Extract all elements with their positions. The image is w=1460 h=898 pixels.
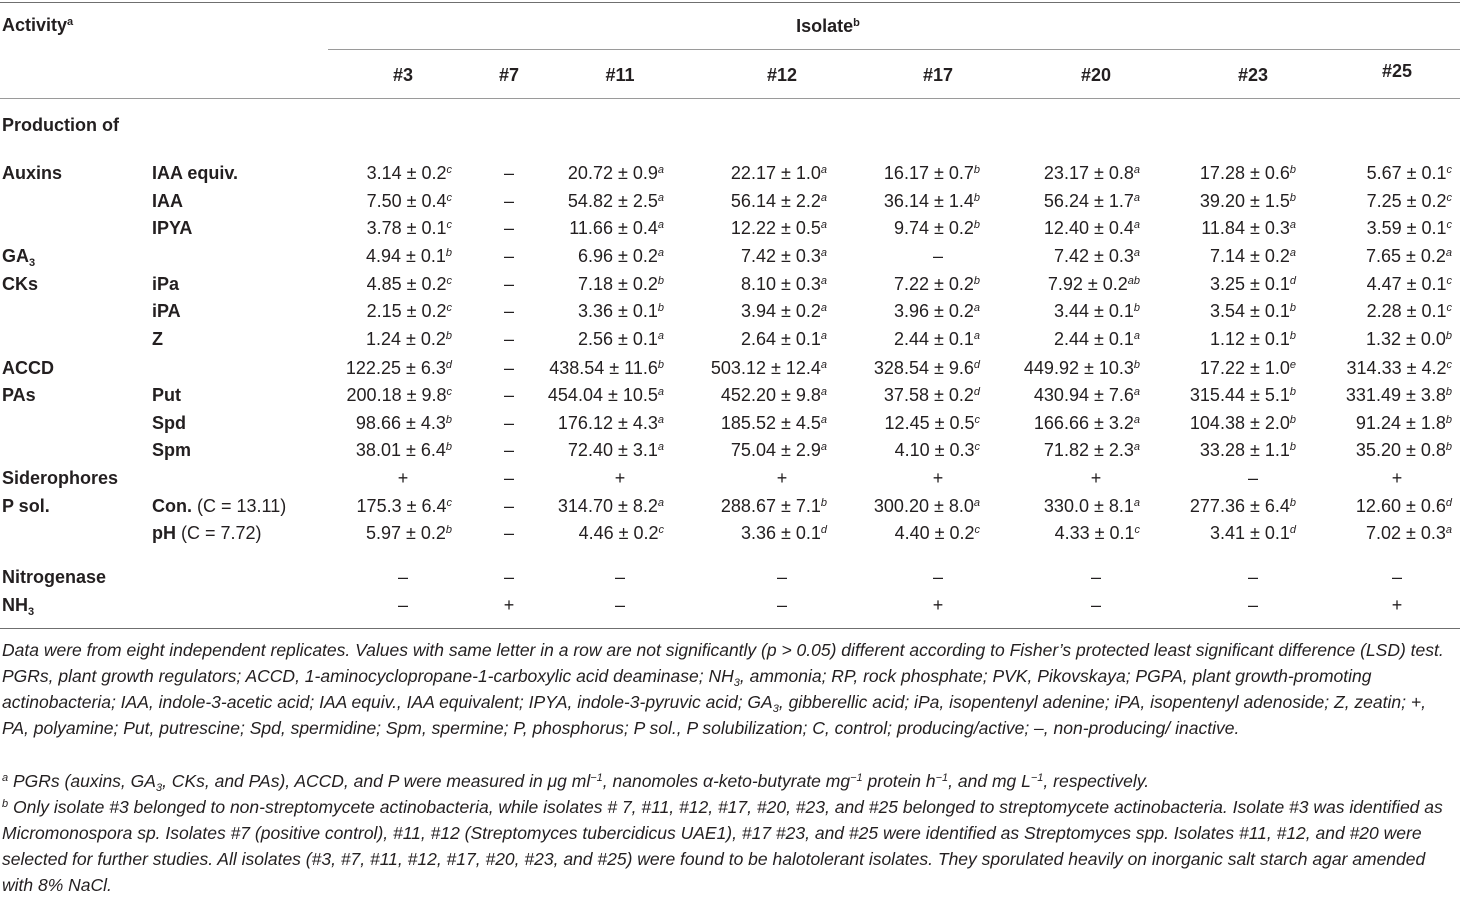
row-group-label: Nitrogenase bbox=[2, 567, 107, 587]
table-cell: 91.24 ± 1.8$^b$ bbox=[1355, 413, 1452, 433]
table-cell: 166.66 ± 3.2$^a$ bbox=[1033, 413, 1140, 433]
table-cell: – bbox=[1391, 567, 1403, 587]
table-cell: 175.3 ± 6.4$^c$ bbox=[356, 496, 452, 516]
table-cell: – bbox=[503, 358, 515, 378]
table-cell: – bbox=[503, 301, 515, 321]
table-cell: 7.42 ± 0.3$^a$ bbox=[740, 246, 827, 266]
table-cell: 16.17 ± 0.7$^b$ bbox=[883, 163, 980, 183]
table-cell: 3.59 ± 0.1$^c$ bbox=[1366, 218, 1452, 238]
table-cell: + bbox=[1090, 468, 1102, 488]
table-cell: 2.28 ± 0.1$^c$ bbox=[1366, 301, 1452, 321]
table-cell: 7.65 ± 0.2$^a$ bbox=[1365, 246, 1452, 266]
table-cell: 20.72 ± 0.9$^a$ bbox=[567, 163, 664, 183]
column-header: #11 bbox=[605, 65, 635, 85]
table-cell: – bbox=[614, 595, 626, 615]
table-cell: – bbox=[397, 595, 409, 615]
row-sub-label: iPA bbox=[152, 301, 181, 321]
table-cell: 98.66 ± 4.3$^b$ bbox=[355, 413, 452, 433]
table-cell: – bbox=[503, 440, 515, 460]
table-cell: 8.10 ± 0.3$^a$ bbox=[740, 274, 827, 294]
table-cell: 39.20 ± 1.5$^b$ bbox=[1199, 191, 1296, 211]
table-cell: 454.04 ± 10.5$^a$ bbox=[547, 385, 664, 405]
footnote-a-exp2: −1 bbox=[850, 772, 863, 784]
table-cell: – bbox=[503, 246, 515, 266]
row-sub-label: iPa bbox=[152, 274, 180, 294]
table-cell: 3.96 ± 0.2$^a$ bbox=[893, 301, 980, 321]
column-header: #3 bbox=[392, 65, 414, 85]
row-group-label: ACCD bbox=[2, 358, 54, 378]
table-cell: + bbox=[932, 595, 944, 615]
row-group-label: Auxins bbox=[2, 163, 63, 183]
footnote-a-exp1: −1 bbox=[590, 772, 603, 784]
isolate-underline-rule bbox=[328, 49, 1460, 50]
table-cell: 7.18 ± 0.2$^b$ bbox=[577, 274, 664, 294]
row-group-label: CKs bbox=[2, 274, 39, 294]
table-cell: – bbox=[932, 567, 944, 587]
table-cell: + bbox=[397, 468, 409, 488]
table-cell: – bbox=[1247, 595, 1259, 615]
table-cell: – bbox=[503, 274, 515, 294]
row-sub-label: Put bbox=[152, 385, 181, 405]
table-cell: 176.12 ± 4.3$^a$ bbox=[557, 413, 664, 433]
header-bottom-rule bbox=[0, 98, 1460, 99]
table-cell: – bbox=[397, 567, 409, 587]
table-cell: 22.17 ± 1.0$^a$ bbox=[730, 163, 827, 183]
activity-header-sup: a bbox=[67, 16, 74, 28]
table-cell: 12.60 ± 0.6$^d$ bbox=[1355, 496, 1452, 516]
table-cell: 3.44 ± 0.1$^b$ bbox=[1053, 301, 1140, 321]
table-cell: 17.28 ± 0.6$^b$ bbox=[1199, 163, 1296, 183]
table-cell: 185.52 ± 4.5$^a$ bbox=[720, 413, 827, 433]
table-cell: 38.01 ± 6.4$^b$ bbox=[355, 440, 452, 460]
table-cell: 11.84 ± 0.3$^a$ bbox=[1201, 218, 1296, 238]
footnote-b-text: Only isolate #3 belonged to non-streptomycete actinobacteria, while isolates # 7, #11, #12, #17, #20, #23, and #25 belonged to streptomycete actinobacteria. Isolate #3 was identified as Micromonospora sp. Isolates #7 (positive control), #11, #12 (Streptomyces tubercidicus UAE1), #17 #23, and #25 were identified as Streptomyces spp. Isolates #11, #12, and #20 were selected for further studies. All isolates (#3, #7, #11, #12, #17, #20, #23, and #25) were found to be halotolerant isolates. They sporulated heavily on inorganic salt starch agar amended with 8% NaCl. bbox=[2, 797, 1443, 895]
table-cell: + bbox=[1391, 468, 1403, 488]
footnote-main-part1: Data were from eight independent replicates. Values with same letter in a row are not significantly (p > 0.05) different according to Fisher’s protected least significant difference (LSD) test. PGRs, plant growth regulators; ACCD, 1-aminocyclopropane-1-carboxylic acid deaminase; NH bbox=[2, 640, 1444, 686]
table-cell: 12.45 ± 0.5$^c$ bbox=[884, 413, 980, 433]
footnote-b bbox=[2, 794, 1452, 898]
isolate-header-sup: b bbox=[853, 17, 860, 29]
table-cell: – bbox=[503, 523, 515, 543]
table-cell: 122.25 ± 6.3$^d$ bbox=[345, 358, 452, 378]
row-group-label: Siderophores bbox=[2, 468, 119, 488]
table-cell: 7.92 ± 0.2$^{ab}$ bbox=[1047, 274, 1140, 294]
column-header: #23 bbox=[1237, 65, 1269, 85]
table-cell: 104.38 ± 2.0$^b$ bbox=[1189, 413, 1296, 433]
table-cell: 2.15 ± 0.2$^c$ bbox=[366, 301, 452, 321]
table-cell: – bbox=[1090, 567, 1102, 587]
table-cell: 71.82 ± 2.3$^a$ bbox=[1043, 440, 1140, 460]
table-cell: 2.44 ± 0.1$^a$ bbox=[893, 329, 980, 349]
footnote-a-text4: protein h bbox=[862, 771, 936, 791]
table-cell: 3.36 ± 0.1$^d$ bbox=[740, 523, 827, 543]
row-sub-label: pH (C = 7.72) bbox=[152, 523, 262, 543]
table-cell: 1.12 ± 0.1$^b$ bbox=[1209, 329, 1296, 349]
table-cell: 277.36 ± 6.4$^b$ bbox=[1189, 496, 1296, 516]
table-cell: 2.44 ± 0.1$^a$ bbox=[1053, 329, 1140, 349]
table-cell: 7.25 ± 0.2$^c$ bbox=[1366, 191, 1452, 211]
table-cell: – bbox=[614, 567, 626, 587]
table-cell: 288.67 ± 7.1$^b$ bbox=[720, 496, 827, 516]
table-cell: 56.14 ± 2.2$^a$ bbox=[730, 191, 827, 211]
table-cell: 1.24 ± 0.2$^b$ bbox=[365, 329, 452, 349]
section-label: Production of bbox=[2, 115, 119, 135]
table-cell: 315.44 ± 5.1$^b$ bbox=[1189, 385, 1296, 405]
table-cell: + bbox=[776, 468, 788, 488]
table-cell: 7.42 ± 0.3$^a$ bbox=[1053, 246, 1140, 266]
footnote-main-sub2: 3 bbox=[772, 703, 779, 715]
table-cell: 3.25 ± 0.1$^d$ bbox=[1209, 274, 1296, 294]
table-cell: – bbox=[503, 496, 515, 516]
footnote-a bbox=[2, 769, 1149, 793]
footnote-a-sub: 3 bbox=[155, 782, 163, 794]
footnote-main-part3: , gibberellic acid; iPa, isopentenyl adenine; iPA, isopentenyl adenoside; Z, zeatin; +, PA, polyamine; Put, putrescine; Spd, spermidine; Spm, spermine; P, phosphorus; P sol., P solubilization; C, control; producing/active; –, non-producing/ inactive. bbox=[2, 692, 1426, 738]
table-cell: 200.18 ± 9.8$^c$ bbox=[346, 385, 452, 405]
table-cell: 452.20 ± 9.8$^a$ bbox=[720, 385, 827, 405]
table-cell: 12.22 ± 0.5$^a$ bbox=[730, 218, 827, 238]
table-cell: – bbox=[503, 218, 515, 238]
isolate-header-label: Isolate bbox=[796, 16, 854, 36]
column-header: #7 bbox=[498, 65, 520, 85]
activity-header bbox=[2, 14, 73, 36]
table-cell: 314.70 ± 8.2$^a$ bbox=[557, 496, 664, 516]
table-cell: 7.14 ± 0.2$^a$ bbox=[1209, 246, 1296, 266]
row-sub-label: IPYA bbox=[152, 218, 193, 238]
table-cell: – bbox=[1247, 567, 1259, 587]
column-header: #20 bbox=[1080, 65, 1112, 85]
table-cell: 11.66 ± 0.4$^a$ bbox=[569, 218, 664, 238]
table-cell: 12.40 ± 0.4$^a$ bbox=[1043, 218, 1140, 238]
table-cell: 330.0 ± 8.1$^a$ bbox=[1043, 496, 1140, 516]
activity-header-label: Activity bbox=[2, 15, 68, 35]
footnote-a-label: a bbox=[2, 772, 9, 784]
footnote-a-text1: PGRs (auxins, GA bbox=[8, 771, 156, 791]
footnote-a-text2: , CKs, and PAs), ACCD, and P were measured in μg ml bbox=[162, 771, 591, 791]
table-cell: 4.85 ± 0.2$^c$ bbox=[366, 274, 452, 294]
table-top-rule bbox=[0, 2, 1460, 3]
footnote-a-text5: , and mg L bbox=[948, 771, 1031, 791]
table-cell: 314.33 ± 4.2$^c$ bbox=[1346, 358, 1452, 378]
table-cell: 7.50 ± 0.4$^c$ bbox=[366, 191, 452, 211]
table-cell: 35.20 ± 0.8$^b$ bbox=[1355, 440, 1452, 460]
table-cell: 72.40 ± 3.1$^a$ bbox=[567, 440, 664, 460]
table-cell: 3.36 ± 0.1$^b$ bbox=[577, 301, 664, 321]
footnote-a-text3: , nanomoles α-keto-butyrate mg bbox=[602, 771, 851, 791]
table-cell: 7.02 ± 0.3$^a$ bbox=[1365, 523, 1452, 543]
row-group-label: $GA_3$ bbox=[2, 246, 36, 269]
footnote-main-sub1: 3 bbox=[733, 677, 740, 689]
table-cell: – bbox=[503, 567, 515, 587]
column-header: #12 bbox=[766, 65, 798, 85]
table-cell: 36.14 ± 1.4$^b$ bbox=[883, 191, 980, 211]
row-sub-label: IAA bbox=[152, 191, 183, 211]
table-cell: 503.12 ± 12.4$^a$ bbox=[710, 358, 827, 378]
table-cell: – bbox=[776, 595, 788, 615]
table-cell: – bbox=[503, 413, 515, 433]
row-sub-label: Con. (C = 13.11) bbox=[152, 496, 287, 516]
table-cell: – bbox=[503, 385, 515, 405]
footnote-a-text6: , respectively. bbox=[1043, 771, 1150, 791]
footnote-a-exp3: −1 bbox=[935, 772, 949, 784]
table-cell: 331.49 ± 3.8$^b$ bbox=[1345, 385, 1452, 405]
table-cell: 56.24 ± 1.7$^a$ bbox=[1043, 191, 1140, 211]
table-cell: – bbox=[503, 163, 515, 183]
table-cell: 23.17 ± 0.8$^a$ bbox=[1043, 163, 1140, 183]
table-cell: 328.54 ± 9.6$^d$ bbox=[873, 358, 980, 378]
table-cell: – bbox=[932, 246, 944, 266]
footnote-b-label: b bbox=[2, 798, 9, 810]
table-cell: 5.67 ± 0.1$^c$ bbox=[1366, 163, 1452, 183]
row-group-label: P sol. bbox=[2, 496, 50, 516]
table-bottom-rule bbox=[0, 628, 1460, 629]
row-sub-label: Spd bbox=[152, 413, 186, 433]
isolate-header bbox=[796, 15, 860, 37]
table-cell: 3.41 ± 0.1$^d$ bbox=[1209, 523, 1296, 543]
table-cell: – bbox=[1247, 468, 1259, 488]
table-cell: – bbox=[503, 329, 515, 349]
table-cell: + bbox=[614, 468, 626, 488]
table-cell: 2.56 ± 0.1$^a$ bbox=[577, 329, 664, 349]
table-cell: 37.58 ± 0.2$^d$ bbox=[883, 385, 980, 405]
table-cell: 3.78 ± 0.1$^c$ bbox=[366, 218, 452, 238]
row-group-label: PAs bbox=[2, 385, 36, 405]
table-cell: 1.32 ± 0.0$^b$ bbox=[1365, 329, 1452, 349]
table-cell: 17.22 ± 1.0$^e$ bbox=[1199, 358, 1296, 378]
footnote-a-exp4: −1 bbox=[1030, 772, 1044, 784]
table-cell: 7.22 ± 0.2$^b$ bbox=[893, 274, 980, 294]
table-cell: – bbox=[503, 191, 515, 211]
table-cell: + bbox=[932, 468, 944, 488]
row-group-label: $NH_3$ bbox=[2, 595, 35, 618]
table-cell: + bbox=[503, 595, 515, 615]
table-cell: 4.40 ± 0.2$^c$ bbox=[894, 523, 980, 543]
table-cell: – bbox=[776, 567, 788, 587]
column-header: #17 bbox=[922, 65, 954, 85]
row-sub-label: Z bbox=[152, 329, 163, 349]
table-cell: 5.97 ± 0.2$^b$ bbox=[365, 523, 452, 543]
table-cell: 449.92 ± 10.3$^b$ bbox=[1023, 358, 1140, 378]
column-header: #25 bbox=[1381, 61, 1413, 81]
table-cell: 9.74 ± 0.2$^b$ bbox=[893, 218, 980, 238]
table-cell: 54.82 ± 2.5$^a$ bbox=[567, 191, 664, 211]
table-cell: + bbox=[1391, 595, 1403, 615]
table-cell: 2.64 ± 0.1$^a$ bbox=[740, 329, 827, 349]
table-cell: – bbox=[503, 468, 515, 488]
table-cell: 3.94 ± 0.2$^a$ bbox=[740, 301, 827, 321]
table-cell: 430.94 ± 7.6$^a$ bbox=[1033, 385, 1140, 405]
table-cell: 4.94 ± 0.1$^b$ bbox=[365, 246, 452, 266]
table-cell: 4.47 ± 0.1$^c$ bbox=[1366, 274, 1452, 294]
table-cell: – bbox=[1090, 595, 1102, 615]
table-cell: 4.10 ± 0.3$^c$ bbox=[894, 440, 980, 460]
table-cell: 33.28 ± 1.1$^b$ bbox=[1199, 440, 1296, 460]
table-cell: 3.14 ± 0.2$^c$ bbox=[366, 163, 452, 183]
table-cell: 300.20 ± 8.0$^a$ bbox=[873, 496, 980, 516]
table-cell: 438.54 ± 11.6$^b$ bbox=[549, 358, 664, 378]
footnote-main-part2: , ammonia; RP, rock phosphate; PVK, Pikovskaya; PGPA, plant growth-promoting actinobacteria; IAA, indole-3-acetic acid; IAA equiv., IAA equivalent; IPYA, indole-3-pyruvic acid; GA bbox=[2, 666, 1372, 712]
row-sub-label: Spm bbox=[152, 440, 192, 460]
row-sub-label: IAA equiv. bbox=[152, 163, 239, 183]
table-cell: 3.54 ± 0.1$^b$ bbox=[1209, 301, 1296, 321]
footnote-main bbox=[2, 637, 1452, 741]
table-cell: 4.33 ± 0.1$^c$ bbox=[1054, 523, 1140, 543]
table-cell: 4.46 ± 0.2$^c$ bbox=[578, 523, 664, 543]
table-cell: 75.04 ± 2.9$^a$ bbox=[730, 440, 827, 460]
table-cell: 6.96 ± 0.2$^a$ bbox=[577, 246, 664, 266]
